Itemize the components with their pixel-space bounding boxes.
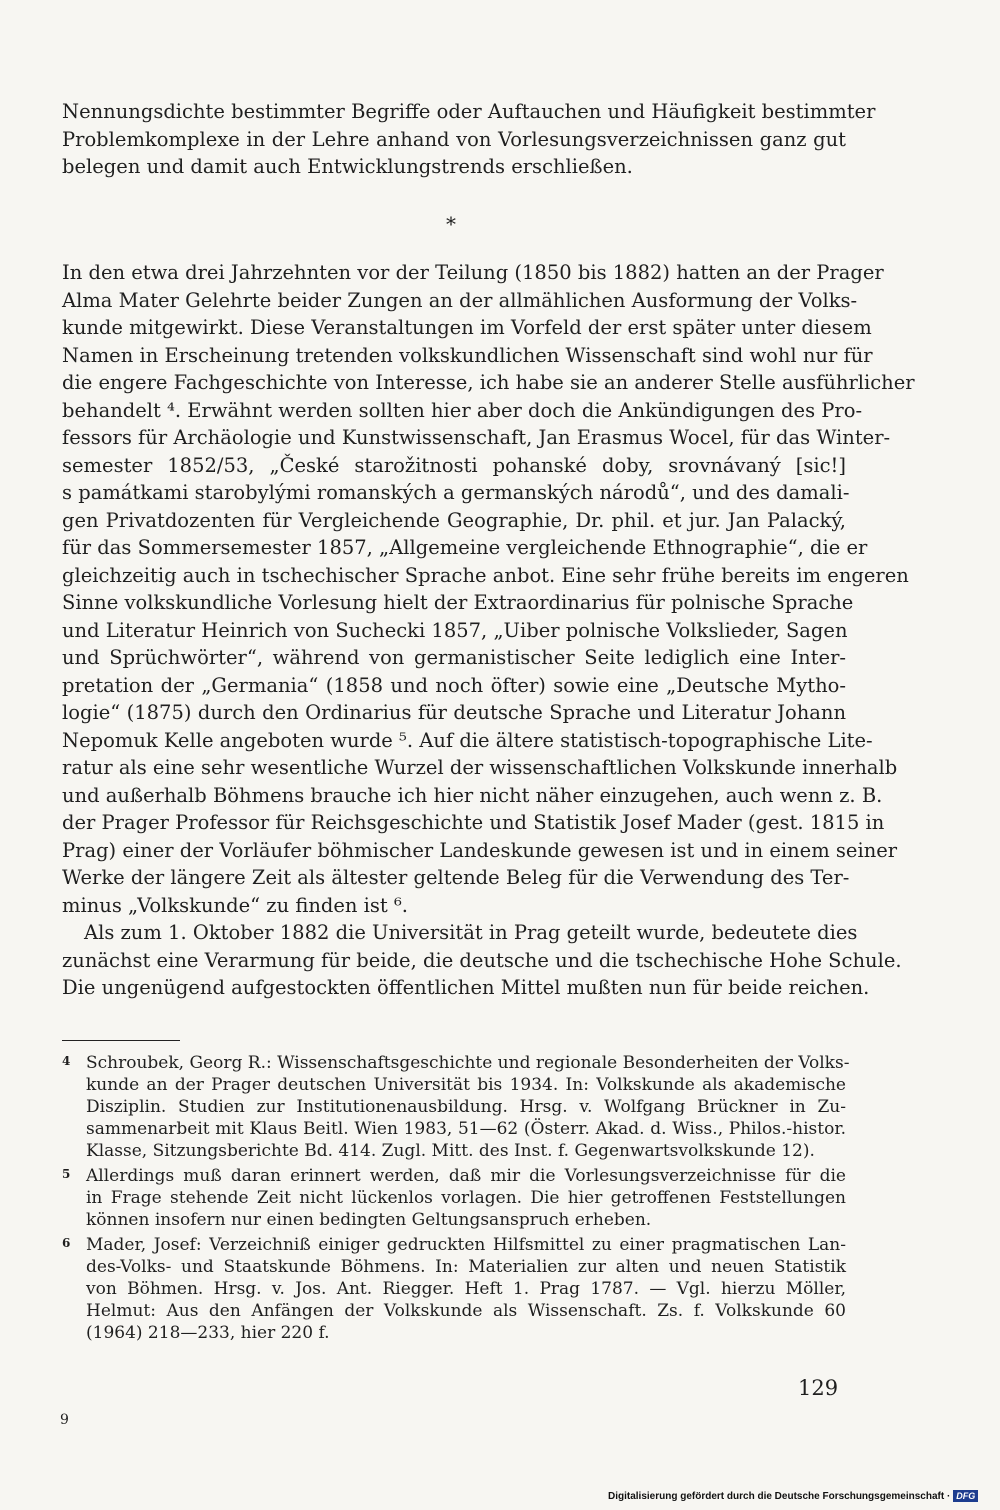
text-line: Prag) einer der Vorläufer böhmischer Landeskunde gewesen ist und in einem seiner — [62, 838, 898, 862]
footnote-4 — [62, 1052, 850, 1162]
signature-mark: 9 — [60, 1412, 69, 1428]
credit-text: Digitalisierung gefördert durch die Deutsche Forschungsgemeinschaft · — [608, 1490, 951, 1502]
page-number: 129 — [798, 1376, 839, 1400]
footnote-line: Disziplin. Studien zur Institutionenausbildung. Hrsg. v. Wolfgang Brückner in Zu- — [86, 1097, 846, 1117]
footnote-line: (1964) 218—233, hier 220 f. — [86, 1323, 330, 1343]
footnote-line: sammenarbeit mit Klaus Beitl. Wien 1983, 51—62 (Österr. Akad. d. Wiss., Philos.-histor. — [86, 1119, 846, 1139]
text-line: belegen und damit auch Entwicklungstrends erschließen. — [62, 155, 633, 178]
text-line: die engere Fachgeschichte von Interesse, ich habe sie an anderer Stelle ausführlicher — [62, 371, 915, 394]
text-line: und außerhalb Böhmens brauche ich hier nicht näher einzugehen, auch wenn z. B. — [62, 783, 883, 807]
section-break-asterisk: * — [446, 212, 456, 236]
footnotes — [62, 1052, 850, 1347]
footnote-line: des-Volks- und Staatskunde Böhmens. In: Materialien zur alten und neuen Statistik — [86, 1257, 846, 1277]
footnote-line: Helmut: Aus den Anfängen der Volkskunde als Wissenschaft. Zs. f. Volkskunde 60 — [86, 1301, 846, 1321]
footnote-line: Schroubek, Georg R.: Wissenschaftsgeschichte und regionale Besonderheiten der Volks- — [86, 1053, 850, 1073]
footnote-number: 4 — [62, 1054, 71, 1068]
text-line: und Sprüchwörter“, während von germanistischer Seite lediglich eine Inter- — [62, 646, 846, 669]
text-line: In den etwa drei Jahrzehnten vor der Teilung (1850 bis 1882) hatten an der Prager — [62, 261, 884, 284]
text-line: s památkami starobylými romanských a germanských národů“, und des damali- — [62, 481, 850, 504]
text-line: semester 1852/53, „České starožitnosti pohanské doby, srovnávaný [sic!] — [62, 453, 846, 477]
text-line: gen Privatdozenten für Vergleichende Geographie, Dr. phil. et jur. Jan Palacký, — [62, 508, 846, 532]
footnote-number: 5 — [62, 1167, 71, 1181]
footnote-line: kunde an der Prager deutschen Universität bis 1934. In: Volkskunde als akademische — [86, 1075, 846, 1095]
text-line: Werke der längere Zeit als ältester geltende Beleg für die Verwendung des Ter- — [62, 866, 850, 889]
footnote-number: 6 — [62, 1236, 71, 1250]
footnote-line: in Frage stehende Zeit nicht lückenlos vorlagen. Die hier getroffenen Feststellungen — [86, 1188, 846, 1208]
text-line: und Literatur Heinrich von Suchecki 1857, „Uiber polnische Volkslieder, Sagen — [62, 618, 848, 642]
footnote-line: Klasse, Sitzungsberichte Bd. 414. Zugl. Mitt. des Inst. f. Gegenwartsvolkskunde 12). — [86, 1141, 815, 1161]
text-line: ratur als eine sehr wesentliche Wurzel der wissenschaftlichen Volkskunde innerhalb — [62, 756, 898, 779]
footnote-line: von Böhmen. Hrsg. v. Jos. Ant. Riegger. Heft 1. Prag 1787. — Vgl. hierzu Möller, — [86, 1279, 846, 1299]
text-line: fessors für Archäologie und Kunstwissenschaft, Jan Erasmus Wocel, für das Winter- — [62, 426, 891, 449]
digitization-credit — [608, 1490, 978, 1502]
text-line: Problemkomplexe in der Lehre anhand von Vorlesungsverzeichnissen ganz gut — [62, 127, 846, 151]
footnote-5 — [62, 1165, 846, 1231]
text-line: für das Sommersemester 1857, „Allgemeine vergleichende Ethnographie“, die er — [62, 536, 868, 559]
main-paragraph — [62, 259, 915, 1002]
text-line: Nepomuk Kelle angeboten wurde ⁵. Auf die ältere statistisch-topographische Lite- — [62, 728, 873, 752]
text-line: minus „Volkskunde“ zu finden ist ⁶. — [62, 893, 408, 917]
text-line: Sinne volkskundliche Vorlesung hielt der Extraordinarius für polnische Sprache — [62, 591, 854, 614]
text-line: logie“ (1875) durch den Ordinarius für deutsche Sprache und Literatur Johann — [62, 701, 846, 724]
text-line: Als zum 1. Oktober 1882 die Universität in Prag geteilt wurde, bedeutete dies — [84, 921, 858, 944]
text-line: behandelt ⁴. Erwähnt werden sollten hier aber doch die Ankündigungen des Pro- — [62, 398, 863, 422]
text-line: kunde mitgewirkt. Diese Veranstaltungen im Vorfeld der erst später unter diesem — [62, 316, 872, 339]
text-line: Die ungenügend aufgestockten öffentlichen Mittel mußten nun für beide reichen. — [62, 976, 870, 999]
text-line: der Prager Professor für Reichsgeschichte und Statistik Josef Mader (gest. 1815 in — [62, 811, 885, 834]
footnote-line: Allerdings muß daran erinnert werden, daß mir die Vorlesungsverzeichnisse für die — [86, 1166, 846, 1186]
footnote-line: können insofern nur einen bedingten Geltungsanspruch erheben. — [86, 1210, 652, 1230]
text-line: Nennungsdichte bestimmter Begriffe oder Auftauchen und Häufigkeit bestimmter — [62, 100, 876, 123]
text-line: pretation der „Germania“ (1858 und noch öfter) sowie eine „Deutsche Mytho- — [62, 673, 846, 697]
dfg-logo: DFG — [953, 1490, 978, 1502]
text-line: gleichzeitig auch in tschechischer Sprache anbot. Eine sehr frühe bereits im engeren — [62, 563, 909, 587]
continued-paragraph — [62, 98, 876, 181]
text-line: Alma Mater Gelehrte beider Zungen an der allmählichen Ausformung der Volks- — [62, 288, 858, 312]
footnote-line: Mader, Josef: Verzeichniß einiger gedruckten Hilfsmittel zu einer pragmatischen Lan- — [86, 1235, 846, 1255]
footnote-separator — [62, 1040, 180, 1041]
footnote-6 — [62, 1234, 846, 1344]
text-line: zunächst eine Verarmung für beide, die deutsche und die tschechische Hohe Schule. — [62, 948, 902, 972]
text-line: Namen in Erscheinung tretenden volkskundlichen Wissenschaft sind wohl nur für — [62, 343, 873, 367]
